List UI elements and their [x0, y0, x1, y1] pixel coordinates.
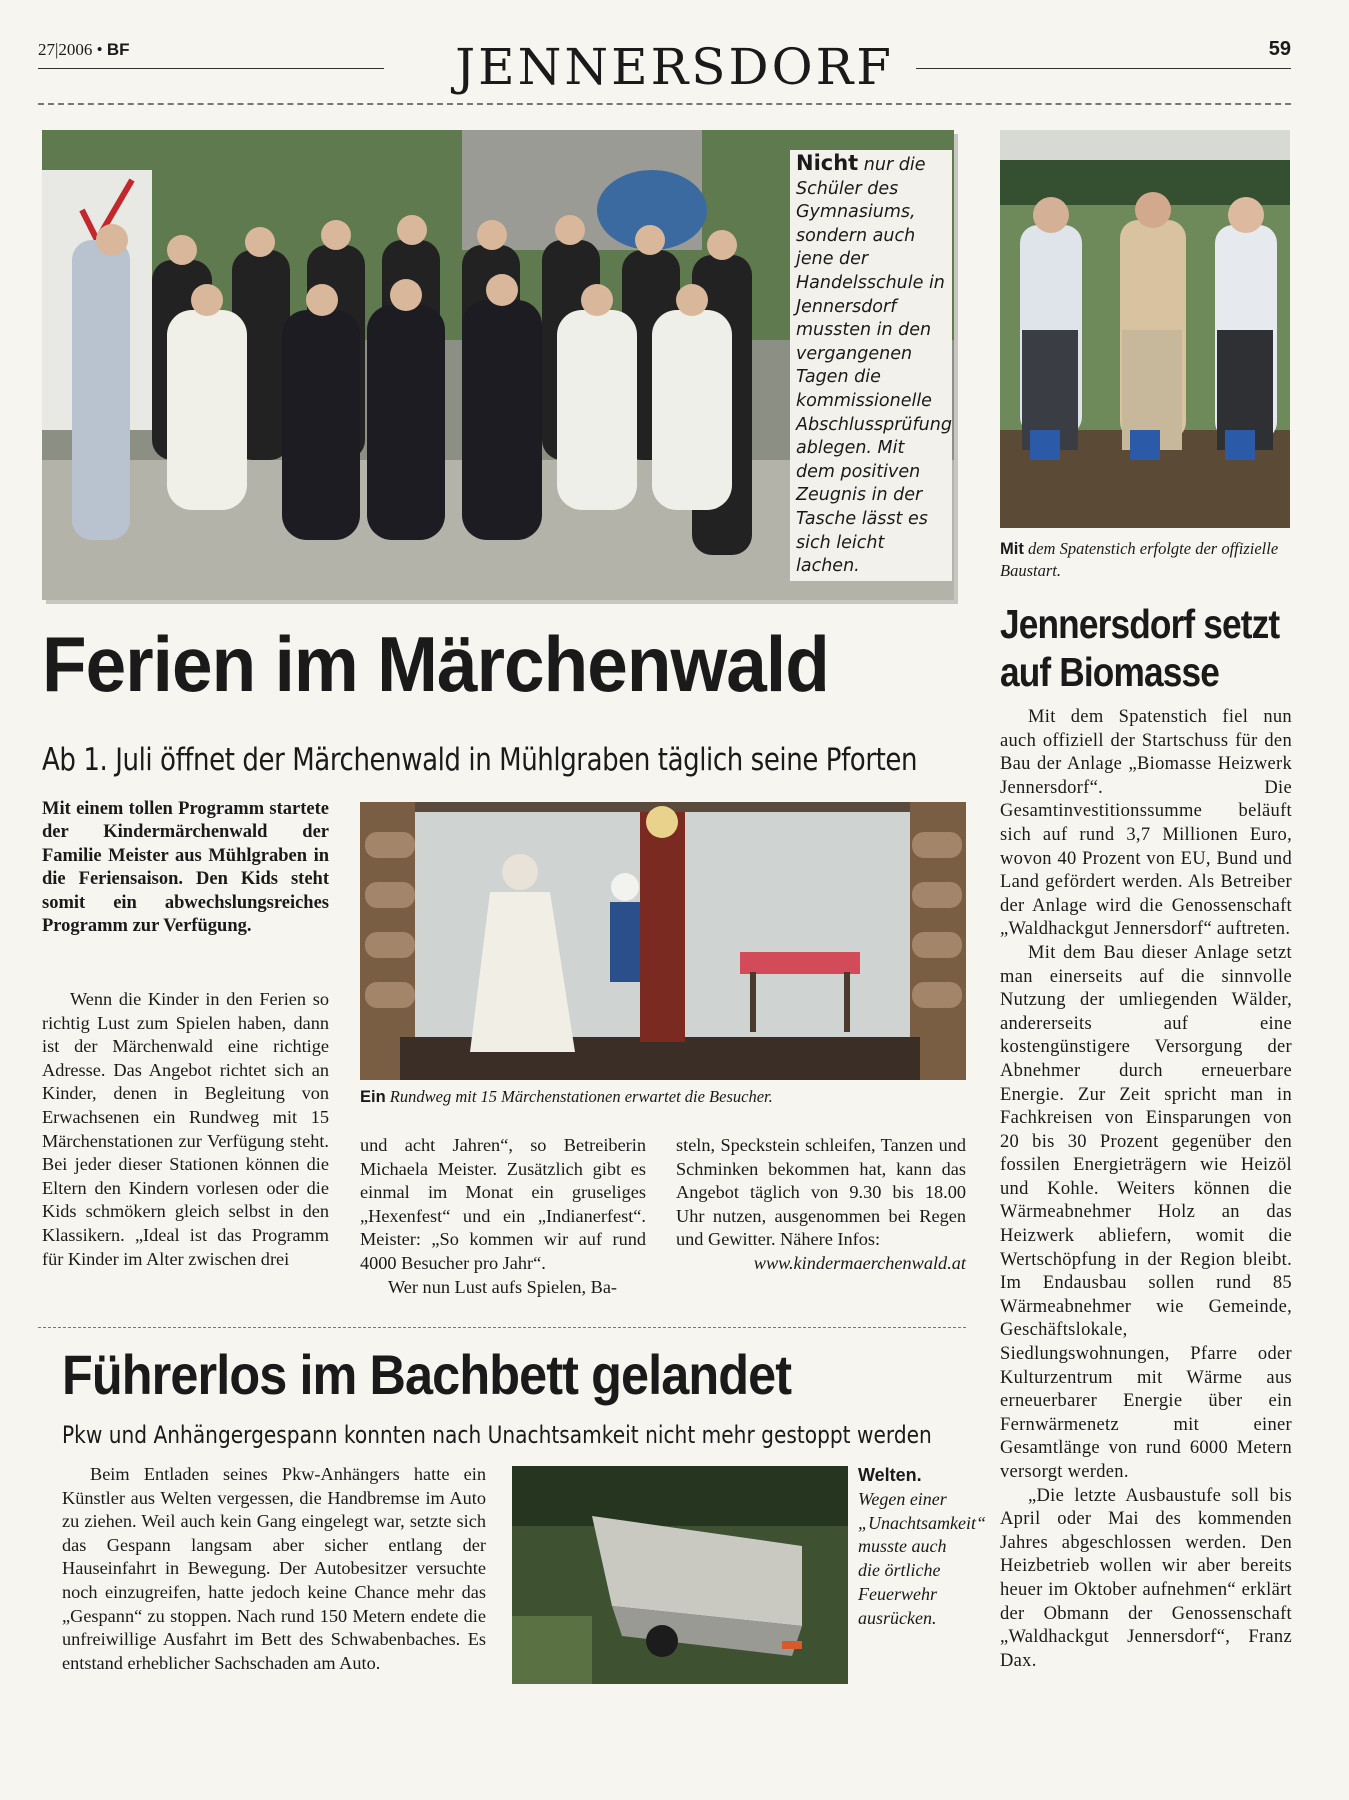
maerchenwald-lead: Mit einem tollen Programm startete der Kindermärchenwald der Familie Meister aus Mühlgraben in die Feriensaison. Den Kids steht somit ein abwechslungsreiches Programm zur Verfügung.	[42, 799, 329, 937]
fairytale-station-photo	[360, 802, 966, 1080]
maerchenwald-url[interactable]: www.kindermaerchenwald.at	[753, 1252, 966, 1273]
trailer-photo-caption: Welten. Wegen einer „Unachtsamkeit“ musste auch die örtliche Feuerwehr ausrücken.	[858, 1465, 986, 1628]
biomasse-paragraph-2: Mit dem Bau dieser Anlage setzt man einerseits auf die sinnvolle Nutzung der umliegenden Wälder, andererseits auf eine kostengünstigere Versorgung der Abnehmer durch erneuerbare Energie. Zur Zeit spricht man in Fachkreisen von Einsparungen von 20 bis 30 Prozent gegenüber den fossilen Energieträgern wie Heizöl und Kohle. Weiters können die Wärmeabnehmer Holz an das Heizwerk abliefern, womit die Wertschöpfung in der Region bleibt. Im Endausbau sollen rund 85 Wärmeabnehmer wie Gemeinde, Geschäftslokale, Siedlungswohnungen, Pfarre oder Kulturzentrum mit Wärme aus erneuerbarer Energie über ein Fernwärmenetz mit einer Gesamtlänge von rund 6000 Metern versorgt werden.	[1000, 942, 1292, 1482]
biomasse-body	[1000, 706, 1292, 1673]
maerchenwald-col2-text: und acht Jahren“, so Betreiberin Michaela Meister. Zusätzlich gibt es einmal im Monat ein gruseliges „Hexenfest“ und ein „Indianerfest“. Meister: „So kommen wir auf rund 4000 Besucher pro Jahr“.	[360, 1135, 646, 1273]
biomasse-headline-line2: auf Biomasse	[1000, 649, 1219, 695]
fairytale-photo-caption: Ein Rundweg mit 15 Märchenstationen erwartet die Besucher.	[360, 1087, 773, 1106]
section-title: JENNERSDORF	[0, 38, 1349, 96]
bachbett-headline: Führerlos im Bachbett gelandet	[62, 1343, 792, 1406]
issue-number: 27|2006 •	[38, 40, 103, 59]
maerchenwald-col3-text: steln, Speckstein schleifen, Tanzen und Schminken bekommen hat, kann das Angebot täglich von 9.30 bis 18.00 Uhr nutzen, ausgenommen bei Regen und Gewitter. Nähere Infos:	[676, 1135, 966, 1250]
article-divider	[38, 1327, 966, 1328]
maerchenwald-col3	[676, 1134, 966, 1276]
maerchenwald-col2	[360, 1134, 646, 1299]
biomasse-headline	[1000, 600, 1279, 696]
paper-name: BF	[106, 40, 130, 59]
students-photo-caption: Nicht nur die Schüler des Gymnasiums, sondern auch jene der Handelsschule in Jennersdorf mussten in den vergangenen Tagen die kommissionelle Abschlussprüfung ablegen. Mit dem positiven Zeugnis in der Tasche lässt es sich leicht lachen.	[790, 150, 952, 581]
groundbreaking-photo	[1000, 130, 1290, 528]
maerchenwald-headline: Ferien im Märchenwald	[42, 620, 829, 708]
page-number: 59	[1268, 38, 1291, 60]
maerchenwald-subheadline: Ab 1. Juli öffnet der Märchenwald in Mühlgraben täglich seine Pforten	[42, 742, 918, 778]
trailer-in-creek-photo	[512, 1466, 848, 1684]
header-divider	[38, 103, 1291, 105]
groundbreaking-caption: Mit dem Spatenstich erfolgte der offizielle Baustart.	[1000, 539, 1279, 580]
maerchenwald-col1: Wenn die Kinder in den Ferien so richtig Lust zum Spielen haben, dann ist der Märchenwald eine richtige Adresse. Das Angebot richtet sich an Kinder, denen in Begleitung von Erwachsenen ein Rundweg mit 15 Märchenstationen zur Verfügung steht. Bei jeder dieser Stationen können die Eltern den Kindern vorlesen oder die Kids schmökern gleich selbst in den Klassikern. „Ideal ist das Programm für Kinder im Alter zwischen drei	[42, 989, 329, 1269]
bachbett-body: Beim Entladen seines Pkw-Anhängers hatte ein Künstler aus Welten vergessen, die Handbremse im Auto zu ziehen. Weil auch kein Gang eingelegt war, setzte sich das Gespann langsam aber sicher entlang der Hauseinfahrt in Bewegung. Der Autobesitzer versuchte noch einzugreifen, hatte jedoch keine Chance mehr das „Gespann“ zu stoppen. Nach rund 150 Metern endete die unfreiwillige Ausfahrt im Bett des Schwabenbaches. Es entstand erheblicher Sachschaden am Auto.	[62, 1464, 486, 1673]
bachbett-subheadline: Pkw und Anhängergespann konnten nach Unachtsamkeit nicht mehr gestoppt werden	[62, 1421, 932, 1449]
biomasse-headline-line1: Jennersdorf setzt	[1000, 601, 1280, 647]
biomasse-paragraph-3: „Die letzte Ausbaustufe soll bis April oder Mai des kommenden Jahres abgeschlossen werden. Den Heizbetrieb wollen wir aber bereits heuer im Oktober aufnehmen“ erklärt der Obmann der Genossenschaft „Waldhackgut Jennersdorf“, Franz Dax.	[1000, 1485, 1292, 1671]
maerchenwald-col2b-text: Wer nun Lust aufs Spielen, Ba-	[388, 1276, 618, 1297]
biomasse-paragraph-1: Mit dem Spatenstich fiel nun auch offiziell der Startschuss für den Bau der Anlage „Biomasse Heizwerk Jennersdorf“. Die Gesamtinvestitionssumme beläuft sich auf rund 3,7 Millionen Euro, wovon 40 Prozent von EU, Bund und Land gefördert werden. Als Betreiber der Anlage wird die Genossenschaft „Waldhackgut Jennersdorf“ auftreten.	[1000, 707, 1292, 940]
